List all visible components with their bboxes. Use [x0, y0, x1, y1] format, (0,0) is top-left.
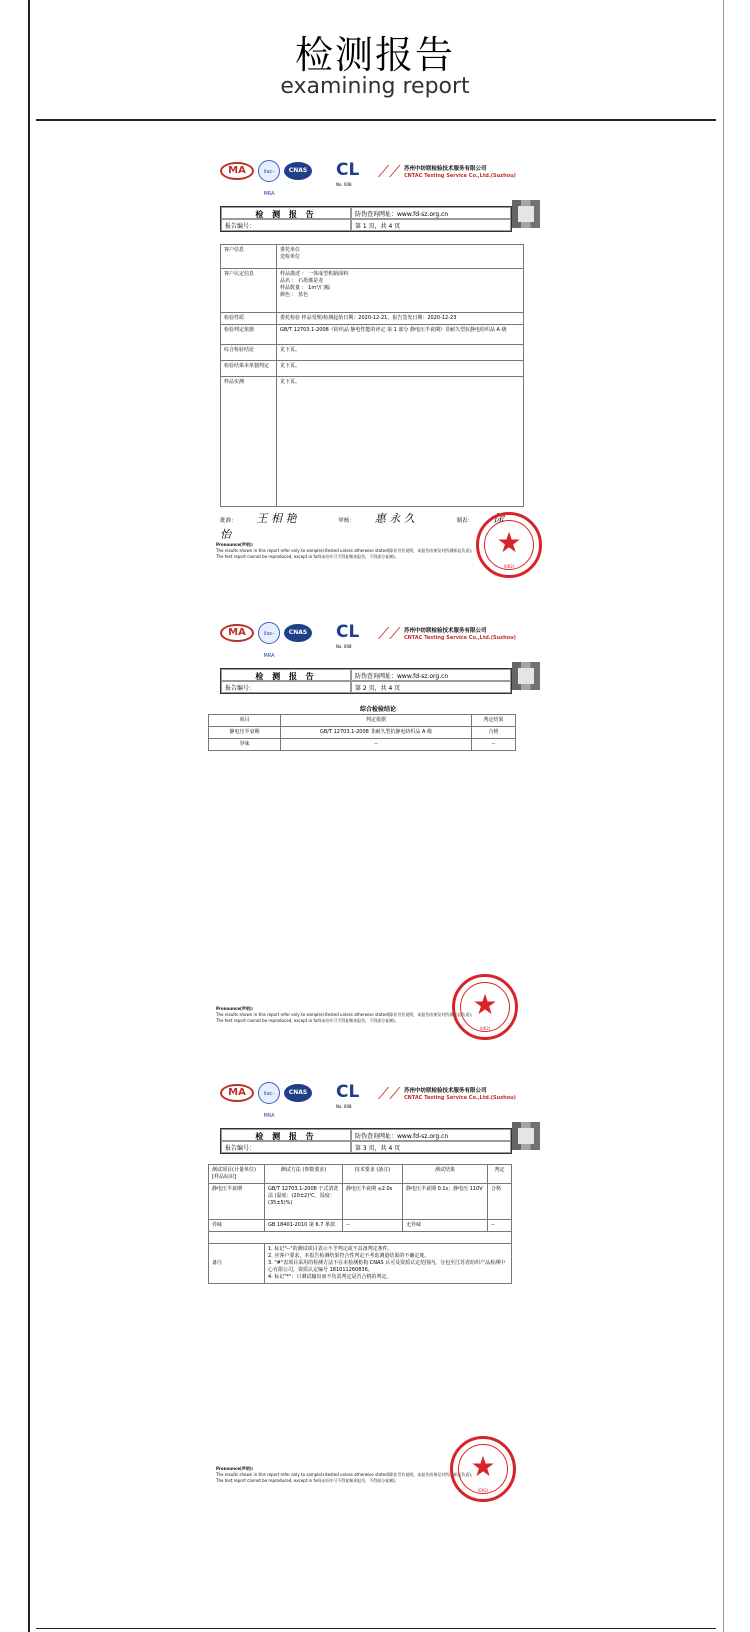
column-header: 项目	[209, 715, 281, 727]
row-items	[277, 269, 524, 313]
pronounce-title: Pronounce(声明):	[216, 1006, 254, 1011]
company-name-cn: 苏州中纺联检验技术服务有限公司	[404, 1088, 487, 1094]
cell: 异味	[209, 739, 281, 751]
cl-number: No. 008	[336, 644, 352, 649]
pronounce-line: The test report cannot be reproduced, except in full(未经许可不得复制本报告，不得部分复制)。	[216, 1018, 399, 1023]
table-row	[209, 1184, 512, 1220]
row-label: 客户信息	[221, 245, 277, 269]
cell: --	[488, 1220, 512, 1232]
conclusion-table	[208, 714, 516, 751]
column-header: 测试方法 (参数要求)	[265, 1165, 343, 1184]
review-signature: 惠 永 久	[374, 512, 415, 525]
official-seal	[450, 1436, 516, 1502]
report-header-table	[220, 1128, 512, 1154]
report-number-label: 报告编号：	[221, 219, 351, 231]
row-item: 委托单位	[280, 247, 301, 253]
column-header: 测试项目(计量单位) [样品标识]	[209, 1165, 265, 1184]
cell: 无异味	[403, 1220, 488, 1232]
page-title: 检测报告	[294, 33, 455, 77]
cell: 合格	[488, 1184, 512, 1220]
note-item: 1. 标记"--"的测试项目表示不予判定或不具备判定条件。	[268, 1246, 393, 1252]
page-info: 第 3 页，共 4 页	[351, 1141, 511, 1153]
company-name-en: CNTAC Testing Service Co.,Ltd.(Suzhou)	[404, 173, 516, 179]
official-seal	[476, 512, 542, 578]
pronounce-line: The results shown in this report refer only to sample(s)tested unless otherwise stated(除非另有说明，本报告结果仅对所测样品负责)。	[216, 1472, 475, 1477]
spacer-row	[209, 1232, 512, 1244]
ma-logo: MA	[220, 162, 254, 180]
cl-logo: CL	[336, 1082, 360, 1102]
report-number-label: 报告编号：	[221, 1141, 351, 1153]
page-info: 第 1 页，共 4 页	[351, 219, 511, 231]
qr-code	[512, 200, 540, 228]
official-seal	[452, 974, 518, 1040]
table-row	[209, 727, 516, 739]
row-item: 送检单位	[280, 254, 301, 260]
cell: 合格	[472, 727, 516, 739]
row-label: 检验结果未单独判定	[221, 361, 277, 377]
notes-row	[209, 1244, 512, 1284]
footer-divider	[36, 1628, 716, 1629]
certification-logos	[220, 160, 540, 197]
company-name-cn: 苏州中纺联检验技术服务有限公司	[404, 628, 487, 634]
report-heading: 检 测 报 告	[221, 207, 351, 219]
cnas-logo: CNAS	[284, 624, 312, 642]
row-label: 样品实测	[221, 377, 277, 507]
verify-site: 防伪查询网址：www.fd-sz.org.cn	[351, 669, 511, 681]
seal-code: (002)	[503, 564, 515, 569]
qr-code	[512, 662, 540, 690]
section-title: 综合检验结论	[359, 706, 396, 713]
row-label: 检验性质	[221, 313, 277, 325]
table-row	[209, 1220, 512, 1232]
row-label: 客户认定信息	[221, 269, 277, 313]
right-border-line	[723, 0, 724, 1632]
column-header: 判定结果	[472, 715, 516, 727]
row-item: 颜色 ： 蓝色	[280, 292, 309, 298]
report-heading: 检 测 报 告	[221, 669, 351, 681]
row-item: 见下页。	[277, 377, 524, 507]
row-label: 综合检验结论	[221, 345, 277, 361]
header-divider	[36, 119, 716, 121]
cl-logo: CL	[336, 622, 360, 642]
seal-star-icon: ★	[470, 1450, 496, 1483]
make-label: 制表：	[456, 518, 474, 524]
report-heading: 检 测 报 告	[221, 1129, 351, 1141]
pronounce-line: The results shown in this report refer only to sample(s)tested unless otherwise stated(除非另有说明，本报告结果仅对所测样品负责)。	[216, 548, 475, 553]
note-item: 4. 标记"*"：只测试输出而不负责判定是否合格的判定。	[268, 1274, 392, 1280]
cell: 静电压半衰期	[209, 1184, 265, 1220]
row-items	[277, 245, 524, 269]
report-page-1	[208, 160, 548, 580]
pronounce-line: The test report cannot be reproduced, except in full(未经许可不得复制本报告，不得部分复制)。	[216, 1478, 399, 1483]
cl-number: No. 008	[336, 182, 352, 187]
row-label: 检验判定依据	[221, 325, 277, 345]
company-name-en: CNTAC Testing Service Co.,Ltd.(Suzhou)	[404, 1095, 516, 1101]
company-name-en: CNTAC Testing Service Co.,Ltd.(Suzhou)	[404, 635, 516, 641]
cell: GB 18401-2010 第 6.7 条款	[265, 1220, 343, 1232]
client-info-table	[220, 244, 524, 507]
column-header: 判定依据	[281, 715, 472, 727]
notes-label: 备注	[209, 1244, 265, 1284]
note-item: 2. 应客户要求，本报告检测结果符合性判定不考虑测量结果的不确定度。	[268, 1253, 430, 1259]
report-header-table	[220, 668, 512, 694]
seal-star-icon: ★	[472, 988, 498, 1021]
approve-signature: 王 相 艳	[256, 512, 297, 525]
pronounce-title: Pronounce(声明):	[216, 542, 254, 547]
cell: 异味	[209, 1220, 265, 1232]
cnas-logo: CNAS	[284, 162, 312, 180]
row-item: GB/T 12703.1-2008《纺织品 静电性能的评定 第 1 部分 静电压半衰期》非耐久型抗静电纺织品 A 级	[277, 325, 524, 345]
cnas-logo: CNAS	[284, 1084, 312, 1102]
approve-label: 批准：	[220, 518, 237, 524]
certification-logos	[220, 622, 540, 659]
cell: 静电压半衰期 0.1s；静电压 110V	[403, 1184, 488, 1220]
seal-star-icon: ★	[496, 526, 522, 559]
report-number-label: 报告编号：	[221, 681, 351, 693]
row-item: 样品数量 ： 1m²/门幅	[280, 285, 330, 291]
notes-cell	[265, 1244, 512, 1284]
company-logo-icon: ⟋⟋	[378, 1084, 401, 1103]
row-item: 见下页。	[277, 361, 524, 377]
cell: GB/T 12703.1-2008 干式清洗法 (温度：(20±2)℃，湿度：(35±5)%)	[265, 1184, 343, 1220]
row-item: 见下页。	[277, 345, 524, 361]
cell: --	[472, 739, 516, 751]
cl-logo: CL	[336, 160, 360, 180]
cell: --	[281, 739, 472, 751]
ma-logo: MA	[220, 1084, 254, 1102]
ilac-logo: ilac-MRA	[258, 1082, 280, 1104]
pronounce-title: Pronounce(声明):	[216, 1466, 254, 1471]
pronounce-line: The results shown in this report refer only to sample(s)tested unless otherwise stated(除非另有说明，本报告结果仅对所测样品负责)。	[216, 1012, 475, 1017]
column-header: 技术要求 (备注)	[343, 1165, 403, 1184]
seal-code: (002)	[477, 1488, 489, 1493]
cell: 静电压半衰期	[209, 727, 281, 739]
report-page-3	[208, 1082, 548, 1512]
signature-line	[220, 510, 520, 542]
verify-site: 防伪查询网址：www.fd-sz.org.cn	[351, 1129, 511, 1141]
cl-number: No. 008	[336, 1104, 352, 1109]
seal-code: (002)	[479, 1026, 491, 1031]
page-info: 第 2 页，共 4 页	[351, 681, 511, 693]
qr-code	[512, 1122, 540, 1150]
company-logo-icon: ⟋⟋	[378, 624, 401, 643]
cell: --	[343, 1220, 403, 1232]
row-item: 品名 ： 石墨烯是龙	[280, 278, 324, 284]
cell: 静电压半衰期 ≤2.0s	[343, 1184, 403, 1220]
ma-logo: MA	[220, 624, 254, 642]
company-name-cn: 苏州中纺联检验技术服务有限公司	[404, 166, 487, 172]
note-item: 3. "#"表项目采用的检测方法不在本检测机构 CNAS 认可及资质认定范围内，分包至江苏省纺织产品检测中心有限公司，资质认定编号 181011260836。	[268, 1260, 506, 1273]
review-label: 审核：	[338, 518, 355, 524]
column-header: 判定	[488, 1165, 512, 1184]
ilac-logo: ilac-MRA	[258, 622, 280, 644]
column-header: 测试结果	[403, 1165, 488, 1184]
report-header-table	[220, 206, 512, 232]
make-signature: 徐 怡	[220, 512, 505, 541]
row-item: 样品描述 ： 一体成型机制面料	[280, 271, 349, 277]
pronounce-line: The test report cannot be reproduced, except in full(未经许可不得复制本报告，不得部分复制)。	[216, 554, 399, 559]
test-results-table	[208, 1164, 512, 1284]
cell: GB/T 12703.1-2008 非耐久型抗静电纺织品 A 级	[281, 727, 472, 739]
report-page-2	[208, 622, 548, 1042]
page-subtitle: examining report	[280, 74, 470, 99]
verify-site: 防伪查询网址：www.fd-sz.org.cn	[351, 207, 511, 219]
ilac-logo: ilac-MRA	[258, 160, 280, 182]
company-logo-icon: ⟋⟋	[378, 162, 401, 181]
table-row	[209, 739, 516, 751]
certification-logos	[220, 1082, 540, 1119]
left-border-line	[28, 0, 30, 1632]
row-item: 委托检验 样品受理/检测起始日期：2020-12-21，报告签发日期：2020-12-23	[277, 313, 524, 325]
